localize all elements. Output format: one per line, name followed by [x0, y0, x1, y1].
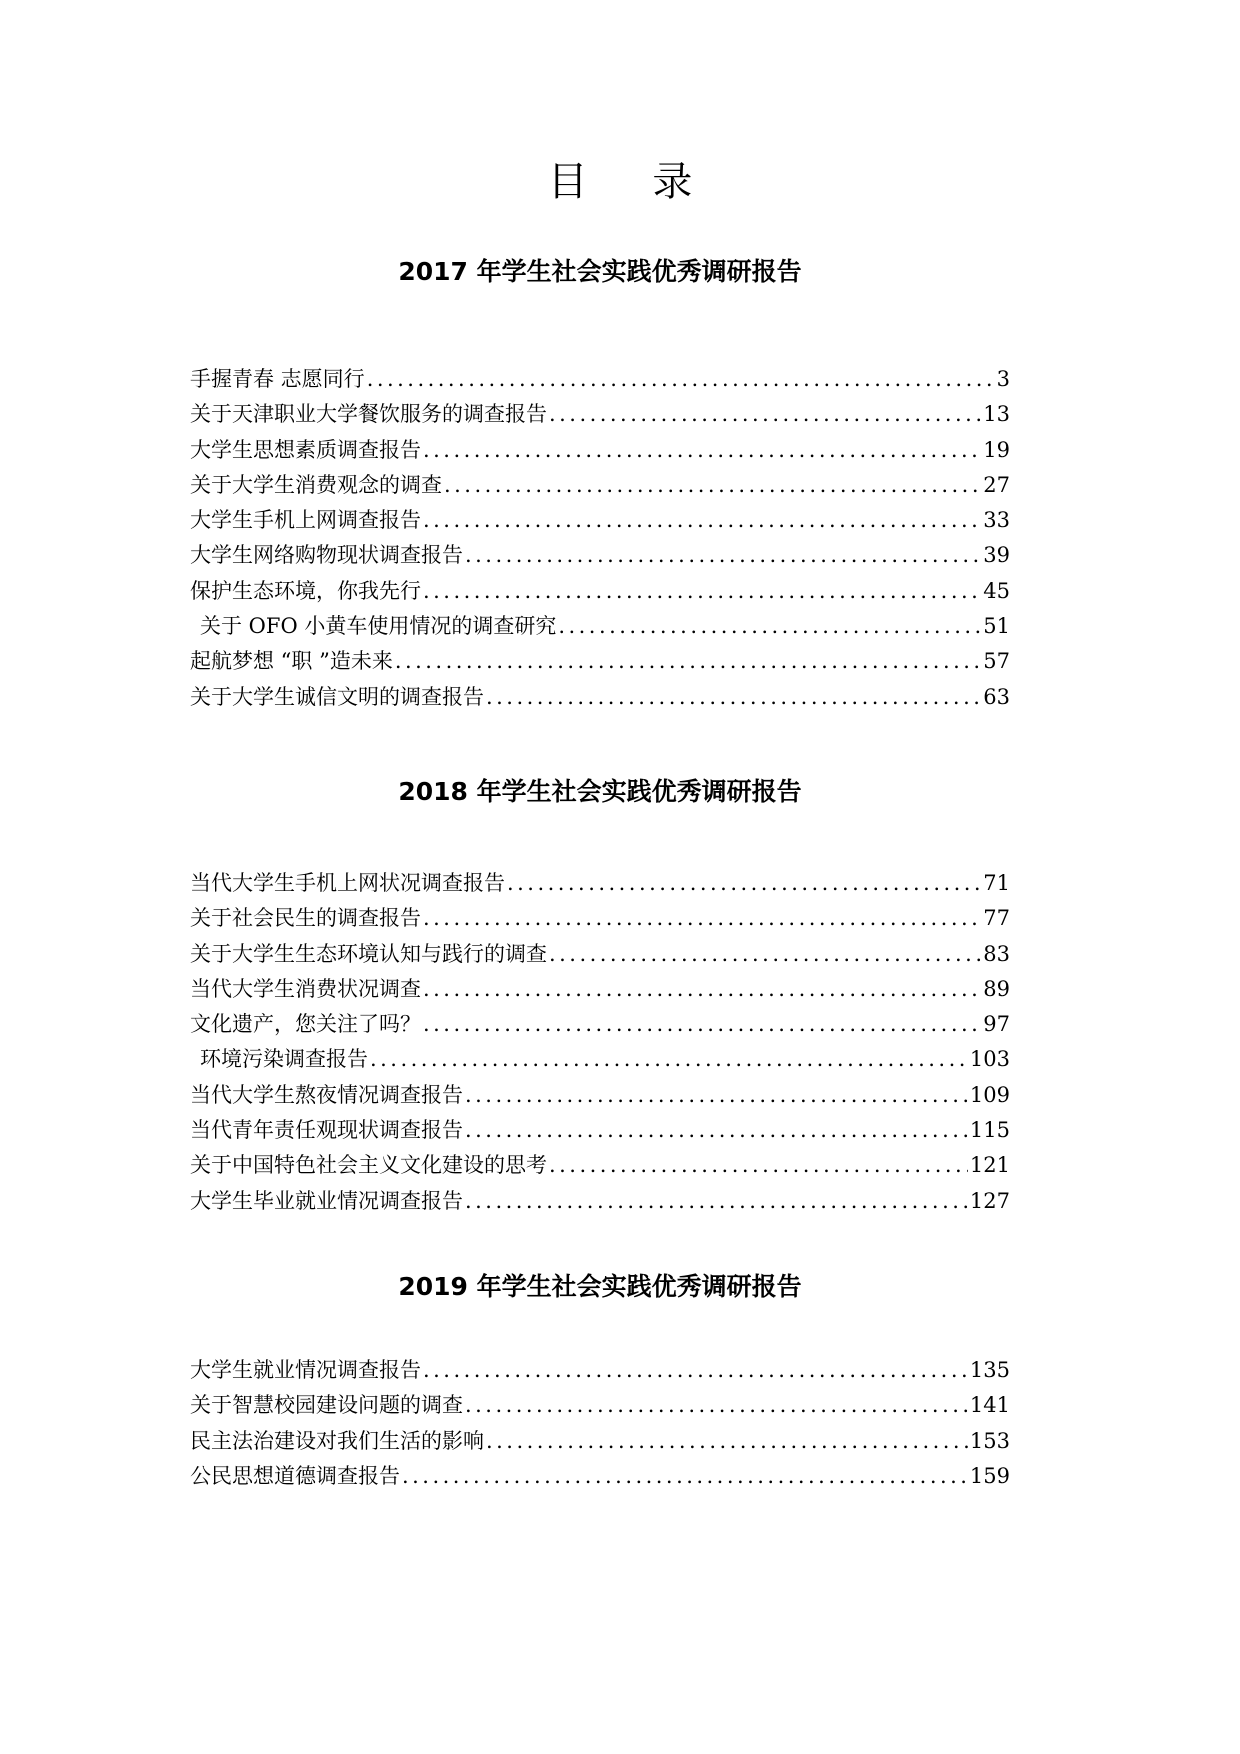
dot-leader — [367, 362, 995, 397]
dot-leader — [549, 937, 981, 972]
toc-entry[interactable] — [190, 1007, 1010, 1042]
dot-leader — [423, 574, 981, 609]
page-number: 13 — [983, 402, 1010, 427]
dot-leader — [558, 609, 981, 644]
page-number: 77 — [983, 906, 1010, 931]
entry-title: 手握青春 志愿同行 — [190, 367, 365, 391]
dot-leader — [465, 1184, 968, 1219]
entry-title: 关于大学生消费观念的调查 — [190, 472, 442, 497]
entry-title: 当代大学生熬夜情况调查报告 — [190, 1082, 463, 1107]
entry-title: 关于天津职业大学餐饮服务的调查报告 — [190, 402, 547, 427]
entry-title: 文化遗产，您关注了吗？ — [190, 1012, 421, 1037]
page-number: 39 — [983, 543, 1010, 568]
toc-entry[interactable] — [190, 574, 1010, 609]
toc-entry[interactable] — [190, 1388, 1010, 1423]
page-number: 63 — [983, 684, 1010, 709]
toc-entry[interactable] — [190, 901, 1010, 936]
toc-section-2019 — [190, 1267, 1010, 1494]
page-number: 33 — [983, 508, 1010, 533]
page-number: 153 — [969, 1428, 1010, 1453]
dot-leader — [465, 1113, 968, 1148]
dot-leader — [423, 1353, 968, 1388]
toc-entry[interactable] — [190, 1459, 1010, 1494]
toc-entry[interactable] — [190, 1148, 1010, 1183]
page-number: 19 — [983, 437, 1010, 462]
page-number: 71 — [983, 871, 1010, 895]
toc-entry[interactable] — [190, 397, 1010, 432]
dot-leader — [465, 1078, 968, 1113]
page-number: 51 — [983, 614, 1010, 639]
dot-leader — [465, 1388, 968, 1423]
entry-title: 关于社会民生的调查报告 — [190, 906, 421, 931]
toc-list — [190, 866, 1010, 1219]
entry-title: 公民思想道德调查报告 — [190, 1463, 400, 1488]
page-number: 3 — [996, 367, 1010, 391]
page-number: 89 — [983, 976, 1010, 1001]
toc-entry[interactable] — [190, 503, 1010, 538]
entry-title: 关于 OFO 小黄车使用情况的调查研究 — [200, 614, 557, 639]
toc-entry[interactable] — [190, 1184, 1010, 1219]
entry-title: 大学生就业情况调查报告 — [190, 1358, 421, 1382]
dot-leader — [423, 433, 981, 468]
toc-entry[interactable] — [190, 362, 1010, 397]
entry-title: 大学生网络购物现状调查报告 — [190, 543, 463, 568]
section-heading: 2017 年学生社会实践优秀调研报告 — [398, 257, 802, 286]
dot-leader — [395, 644, 981, 679]
page-number: 83 — [983, 941, 1010, 966]
toc-entry[interactable] — [190, 433, 1010, 468]
page-number: 109 — [969, 1082, 1010, 1107]
entry-title: 当代青年责任观现状调查报告 — [190, 1118, 463, 1143]
toc-list — [190, 1353, 1010, 1494]
dot-leader — [549, 397, 981, 432]
dot-leader — [465, 538, 981, 573]
entry-title: 当代大学生手机上网状况调查报告 — [190, 871, 505, 895]
dot-leader — [444, 468, 981, 503]
toc-entry[interactable] — [190, 1078, 1010, 1113]
section-heading: 2019 年学生社会实践优秀调研报告 — [398, 1272, 802, 1301]
dot-leader — [423, 503, 981, 538]
dot-leader — [549, 1148, 968, 1183]
toc-section-2018 — [190, 772, 1010, 1219]
toc-entry[interactable] — [190, 866, 1010, 901]
toc-section-2017 — [190, 252, 1010, 715]
dot-leader — [370, 1042, 968, 1077]
toc-entry[interactable] — [190, 468, 1010, 503]
dot-leader — [423, 901, 981, 936]
entry-title: 关于中国特色社会主义文化建设的思考 — [190, 1153, 547, 1178]
entry-title: 保护生态环境，你我先行 — [190, 578, 421, 603]
toc-entry[interactable] — [190, 972, 1010, 1007]
entry-title: 关于大学生生态环境认知与践行的调查 — [190, 941, 547, 966]
toc-entry[interactable] — [190, 1424, 1010, 1459]
entry-title: 大学生手机上网调查报告 — [190, 508, 421, 533]
section-heading: 2018 年学生社会实践优秀调研报告 — [398, 777, 802, 806]
entry-title: 起航梦想 “职 ”造未来 — [190, 649, 393, 674]
toc-entry[interactable] — [190, 644, 1010, 679]
dot-leader — [423, 972, 981, 1007]
entry-title: 大学生思想素质调查报告 — [190, 437, 421, 462]
entry-title: 关于大学生诚信文明的调查报告 — [190, 684, 484, 709]
toc-entry[interactable] — [190, 1042, 1010, 1077]
entry-title: 大学生毕业就业情况调查报告 — [190, 1188, 463, 1213]
toc-entry[interactable] — [190, 609, 1010, 644]
entry-title: 当代大学生消费状况调查 — [190, 976, 421, 1001]
toc-entry[interactable] — [190, 1113, 1010, 1148]
page-number: 103 — [969, 1047, 1010, 1072]
page-number: 45 — [983, 578, 1010, 603]
entry-title: 关于智慧校园建设问题的调查 — [190, 1393, 463, 1418]
dot-leader — [402, 1459, 968, 1494]
dot-leader — [507, 866, 981, 901]
dot-leader — [486, 680, 981, 715]
page-number: 115 — [969, 1118, 1010, 1143]
toc-entry[interactable] — [190, 1353, 1010, 1388]
page-number: 97 — [983, 1012, 1010, 1037]
page-number: 135 — [969, 1358, 1010, 1382]
toc-entry[interactable] — [190, 937, 1010, 972]
page-number: 27 — [983, 472, 1010, 497]
entry-title: 环境污染调查报告 — [200, 1047, 368, 1072]
entry-title: 民主法治建设对我们生活的影响 — [190, 1428, 484, 1453]
toc-list — [190, 362, 1010, 715]
dot-leader — [423, 1007, 981, 1042]
toc-entry[interactable] — [190, 680, 1010, 715]
page-number: 159 — [969, 1463, 1010, 1488]
page-title: 目 录 — [547, 159, 719, 205]
toc-entry[interactable] — [190, 538, 1010, 573]
page-number: 121 — [969, 1153, 1010, 1178]
page-number: 127 — [969, 1188, 1010, 1213]
page-number: 57 — [983, 649, 1010, 674]
page-number: 141 — [969, 1393, 1010, 1418]
dot-leader — [486, 1424, 968, 1459]
